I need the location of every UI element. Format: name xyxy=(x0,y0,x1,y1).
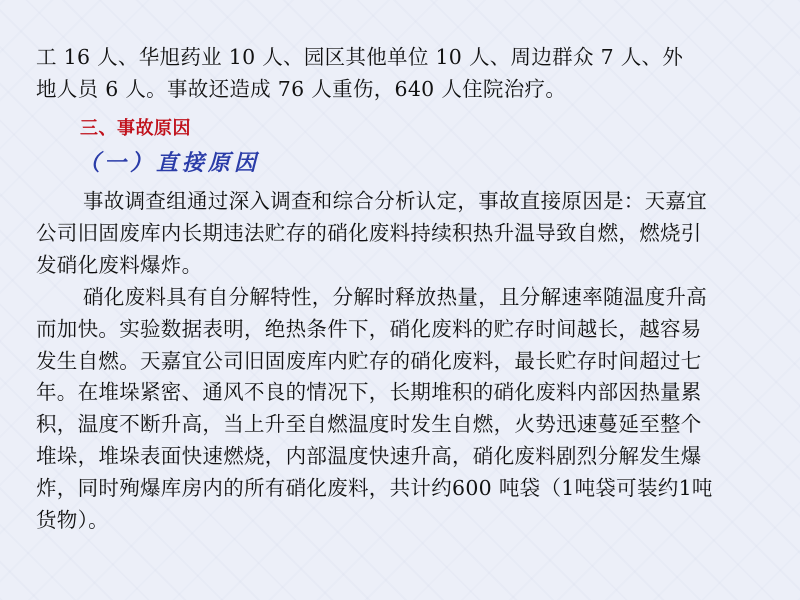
nitration-waste-paragraph xyxy=(36,282,766,536)
text-line: 货物）。 xyxy=(36,507,109,532)
text-line: 而加快。实验数据表明，绝热条件下，硝化废料的贮存时间越长，越容易 xyxy=(36,316,702,341)
text-line: 工 16 人、华旭药业 10 人、园区其他单位 10 人、周边群众 7 人、外 xyxy=(36,45,684,69)
text-line: 硝化废料具有自分解特性，分解时释放热量，且分解速率随温度升高 xyxy=(83,285,707,309)
text-line: 炸，同时殉爆库房内的所有硝化废料，共计约600 吨袋（1吨袋可装约1吨 xyxy=(36,475,713,500)
text-line: 事故调查组通过深入调查和综合分析认定，事故直接原因是：天嘉宜 xyxy=(83,189,707,213)
section-heading: 三、事故原因 xyxy=(80,118,191,139)
text-line: 发硝化废料爆炸。 xyxy=(36,252,203,277)
intro-paragraph xyxy=(36,42,766,106)
text-line: 发生自燃。天嘉宜公司旧固废库内贮存的硝化废料，最长贮存时间超过七 xyxy=(36,348,702,373)
text-line: 积，温度不断升高，当上升至自燃温度时发生自燃，火势迅速蔓延至整个 xyxy=(36,412,702,437)
text-line: 堆垛，堆垛表面快速燃烧，内部温度快速升高，硝化废料剧烈分解发生爆 xyxy=(36,443,702,468)
text-line: 公司旧固废库内长期违法贮存的硝化废料持续积热升温导致自燃，燃烧引 xyxy=(36,220,702,245)
text-line: 地人员 6 人。事故还造成 76 人重伤，640 人住院治疗。 xyxy=(36,76,567,101)
subsection-heading: （一）直接原因 xyxy=(78,150,261,176)
direct-cause-paragraph xyxy=(36,186,766,281)
text-line: 年。在堆垛紧密、通风不良的情况下，长期堆积的硝化废料内部因热量累 xyxy=(36,380,702,405)
